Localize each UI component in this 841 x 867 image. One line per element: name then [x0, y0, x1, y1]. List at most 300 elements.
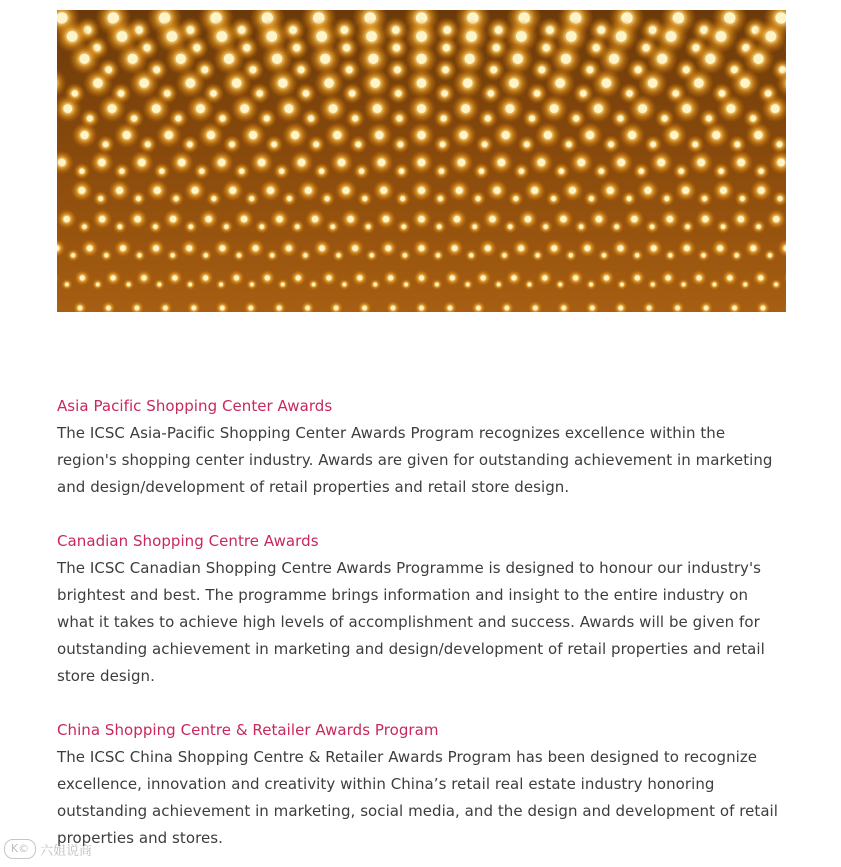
light-bulb	[435, 283, 438, 286]
light-bulb	[419, 245, 425, 251]
light-bulb	[352, 115, 358, 121]
light-bulb	[119, 169, 124, 174]
light-bulb	[99, 216, 105, 222]
light-bulb	[298, 66, 305, 73]
light-bulb	[758, 187, 765, 194]
light-bulb	[326, 275, 331, 280]
light-bulb	[534, 90, 540, 96]
light-bulb	[104, 253, 108, 257]
light-bulb	[651, 283, 654, 286]
award-title[interactable]: Asia Pacific Shopping Center Awards	[57, 397, 333, 415]
light-bulb	[682, 283, 685, 286]
light-bulb	[356, 142, 361, 147]
light-bulb	[566, 31, 577, 42]
light-bulb	[452, 245, 458, 251]
light-bulb	[338, 159, 346, 167]
light-bulb	[396, 115, 402, 121]
light-bulb	[333, 131, 341, 139]
light-bulb	[761, 306, 766, 311]
light-bulb	[489, 216, 495, 222]
light-bulb	[679, 169, 684, 174]
light-bulb	[250, 283, 253, 286]
award-title[interactable]: China Shopping Centre & Retailer Awards Program	[57, 721, 439, 739]
light-bulb	[395, 90, 401, 96]
light-bulb	[127, 283, 130, 286]
light-bulb	[217, 31, 228, 42]
light-bulb	[704, 306, 709, 311]
light-bulb	[138, 159, 146, 167]
light-bulb	[635, 253, 639, 257]
light-bulb	[693, 142, 698, 147]
light-bulb	[589, 283, 592, 286]
light-bulb	[341, 26, 349, 34]
watermark-text: 六姐说商	[40, 843, 93, 859]
light-bulb	[525, 216, 531, 222]
light-bulb	[602, 253, 606, 257]
light-bulb	[264, 115, 270, 121]
light-bulb	[673, 90, 679, 96]
light-bulb	[514, 196, 519, 201]
light-bulb	[385, 245, 391, 251]
light-bulb	[561, 54, 571, 64]
light-bulb	[224, 225, 228, 229]
light-bulb	[187, 142, 192, 147]
light-bulb	[609, 54, 619, 64]
light-bulb	[186, 245, 192, 251]
light-bulb	[243, 44, 250, 51]
light-bulb	[266, 31, 277, 42]
light-bulb	[210, 90, 216, 96]
light-bulb	[154, 187, 161, 194]
light-bulb	[750, 245, 756, 251]
light-bulb	[163, 306, 168, 311]
light-bulb	[618, 115, 624, 121]
light-bulb	[466, 283, 469, 286]
light-bulb	[758, 275, 763, 280]
light-bulb	[706, 115, 712, 121]
light-bulb	[650, 142, 655, 147]
light-bulb	[164, 90, 170, 96]
light-bulb	[443, 44, 450, 51]
light-bulb	[608, 142, 613, 147]
light-bulb	[702, 196, 707, 201]
light-bulb	[220, 115, 226, 121]
light-bulb	[79, 169, 84, 174]
light-bulb	[465, 54, 475, 64]
light-bulb	[737, 159, 745, 167]
light-bulb	[131, 115, 137, 121]
light-bulb	[293, 44, 300, 51]
light-bulb	[279, 169, 284, 174]
light-bulb	[366, 31, 377, 42]
light-bulb	[220, 245, 226, 251]
light-bulb	[96, 283, 99, 286]
light-bulb	[777, 142, 782, 147]
light-bulb	[524, 142, 529, 147]
light-bulb	[80, 275, 85, 280]
light-bulb	[120, 245, 126, 251]
light-bulb	[93, 78, 102, 87]
light-bulb	[439, 169, 444, 174]
light-bulb	[419, 275, 424, 280]
light-bulb	[419, 306, 424, 311]
light-bulb	[158, 283, 161, 286]
light-bulb	[778, 196, 783, 201]
light-bulb	[702, 253, 706, 257]
light-bulb	[538, 159, 546, 167]
light-bulb	[78, 187, 85, 194]
light-bulb	[498, 159, 506, 167]
light-bulb	[648, 78, 657, 87]
light-bulb	[271, 142, 276, 147]
light-bulb	[417, 104, 426, 113]
light-bulb	[220, 306, 225, 311]
light-bulb	[665, 196, 670, 201]
light-bulb	[543, 44, 550, 51]
light-bulb	[238, 26, 246, 34]
light-bulb	[229, 142, 234, 147]
light-bulb	[657, 54, 667, 64]
light-bulb	[650, 225, 654, 229]
light-bulb	[702, 216, 708, 222]
light-bulb	[117, 31, 128, 42]
light-bulb	[205, 216, 211, 222]
light-bulb	[276, 216, 282, 222]
light-bulb	[712, 131, 720, 139]
light-bulb	[481, 275, 486, 280]
light-bulb	[438, 196, 443, 201]
light-bulb	[511, 275, 516, 280]
light-bulb	[312, 216, 318, 222]
light-bulb	[590, 306, 595, 311]
light-bulb	[454, 216, 460, 222]
light-bulb	[618, 159, 626, 167]
light-bulb	[750, 115, 756, 121]
light-bulb	[476, 306, 481, 311]
light-bulb	[473, 225, 477, 229]
light-bulb	[178, 159, 186, 167]
light-bulb	[766, 31, 777, 42]
awards-list	[57, 393, 787, 852]
light-bulb	[257, 90, 263, 96]
light-bulb	[352, 245, 358, 251]
light-bulb	[240, 104, 249, 113]
light-bulb	[193, 44, 200, 51]
light-bulb	[713, 283, 716, 286]
light-bulb	[506, 104, 515, 113]
light-bulb	[373, 104, 382, 113]
light-bulb	[627, 196, 632, 201]
light-bulb	[284, 104, 293, 113]
light-bulb	[461, 104, 470, 113]
light-bulb	[485, 115, 491, 121]
light-bulb	[383, 216, 389, 222]
light-bulb	[551, 245, 557, 251]
light-bulb	[686, 225, 690, 229]
light-bulb	[618, 245, 624, 251]
light-bulb	[542, 275, 547, 280]
light-bulb	[696, 275, 701, 280]
light-bulb	[403, 253, 407, 257]
light-bulb	[668, 253, 672, 257]
light-bulb	[58, 159, 66, 167]
light-bulb	[513, 54, 523, 64]
light-bulb	[375, 131, 383, 139]
light-bulb	[79, 54, 89, 64]
light-bulb	[732, 306, 737, 311]
light-bulb	[316, 31, 327, 42]
light-bulb	[64, 216, 70, 222]
light-bulb	[165, 131, 173, 139]
light-bulb	[448, 306, 453, 311]
light-bulb	[573, 115, 579, 121]
light-bulb	[128, 54, 138, 64]
light-bulb	[717, 245, 723, 251]
light-bulb	[176, 54, 186, 64]
light-bulb	[378, 159, 386, 167]
light-bulb	[602, 78, 611, 87]
light-bulb	[716, 31, 727, 42]
light-bulb	[505, 306, 510, 311]
light-bulb	[639, 169, 644, 174]
light-bulb	[189, 225, 193, 229]
light-bulb	[329, 104, 338, 113]
light-bulb	[67, 31, 78, 42]
light-bulb	[78, 306, 83, 311]
light-bulb	[774, 283, 777, 286]
light-bulb	[103, 142, 108, 147]
light-bulb	[529, 115, 535, 121]
light-bulb	[589, 196, 594, 201]
light-bulb	[753, 54, 763, 64]
light-bulb	[324, 78, 333, 87]
light-bulb	[237, 253, 241, 257]
light-bulb	[756, 225, 760, 229]
light-bulb	[682, 187, 689, 194]
light-bulb	[174, 196, 179, 201]
light-bulb	[305, 306, 310, 311]
light-bulb	[759, 169, 764, 174]
light-bulb	[241, 216, 247, 222]
light-bulb	[578, 159, 586, 167]
light-bulb	[308, 115, 314, 121]
light-bulb	[363, 196, 368, 201]
light-bulb	[203, 275, 208, 280]
light-bulb	[768, 253, 772, 257]
light-bulb	[551, 196, 556, 201]
light-bulb	[569, 253, 573, 257]
light-bulb	[232, 78, 241, 87]
light-bulb	[638, 104, 647, 113]
light-bulb	[249, 131, 257, 139]
light-bulb	[667, 216, 673, 222]
light-bulb	[777, 159, 785, 167]
light-bulb	[319, 245, 325, 251]
light-bulb	[635, 275, 640, 280]
light-bulb	[334, 306, 339, 311]
light-bulb	[528, 283, 531, 286]
light-bulb	[287, 196, 292, 201]
light-bulb	[291, 131, 299, 139]
light-bulb	[479, 169, 484, 174]
light-bulb	[265, 275, 270, 280]
light-bulb	[697, 159, 705, 167]
light-bulb	[516, 31, 527, 42]
light-bulb	[662, 115, 668, 121]
light-bulb	[349, 90, 355, 96]
light-bulb	[670, 131, 678, 139]
light-bulb	[270, 253, 274, 257]
light-bulb	[644, 187, 651, 194]
light-bulb	[63, 104, 72, 113]
light-bulb	[186, 78, 195, 87]
marquee-lights-image	[57, 10, 786, 312]
award-title[interactable]: Canadian Shopping Centre Awards	[57, 532, 319, 550]
light-bulb	[212, 196, 217, 201]
light-bulb	[98, 196, 103, 201]
light-bulb	[531, 187, 538, 194]
light-bulb	[559, 283, 562, 286]
light-bulb	[347, 216, 353, 222]
light-bulb	[359, 169, 364, 174]
light-bulb	[207, 131, 215, 139]
marquee-lights-graphic	[57, 10, 786, 312]
light-bulb	[550, 104, 559, 113]
light-bulb	[666, 31, 677, 42]
light-bulb	[754, 131, 762, 139]
light-bulb	[518, 245, 524, 251]
light-bulb	[738, 216, 744, 222]
light-bulb	[303, 90, 309, 96]
watermark-logo-icon: K©	[4, 839, 36, 859]
award-description: The ICSC Canadian Shopping Centre Awards Programme is designed to honour our industry's brightest and best. The programme brings information and insight to the entire industry on what it takes to achieve high levels of accomplishment and success. Awards will be given for outstanding achievement in marketing and design/development of retail properties and retail store design.	[57, 559, 765, 685]
watermark	[4, 838, 116, 860]
light-bulb	[202, 66, 209, 73]
light-bulb	[337, 253, 341, 257]
light-bulb	[476, 196, 481, 201]
light-bulb	[141, 275, 146, 280]
light-bulb	[488, 90, 494, 96]
light-bulb	[82, 225, 86, 229]
light-bulb	[199, 169, 204, 174]
light-bulb	[172, 275, 177, 280]
light-bulb	[635, 66, 642, 73]
light-bulb	[295, 225, 299, 229]
light-bulb	[371, 78, 380, 87]
light-bulb	[402, 225, 406, 229]
light-bulb	[325, 196, 330, 201]
light-bulb	[145, 142, 150, 147]
light-bulb	[296, 275, 301, 280]
light-bulb	[399, 169, 404, 174]
light-bulb	[80, 131, 88, 139]
light-bulb	[267, 187, 274, 194]
light-bulb	[441, 115, 447, 121]
light-bulb	[740, 78, 749, 87]
light-bulb	[346, 66, 353, 73]
light-bulb	[116, 187, 123, 194]
light-bulb	[573, 275, 578, 280]
light-bulb	[189, 283, 192, 286]
light-bulb	[469, 253, 473, 257]
light-bulb	[417, 131, 425, 139]
light-bulb	[305, 187, 312, 194]
light-bulb	[490, 66, 497, 73]
light-bulb	[569, 187, 576, 194]
light-bulb	[196, 104, 205, 113]
light-bulb	[398, 142, 403, 147]
light-bulb	[744, 283, 747, 286]
light-bulb	[65, 283, 68, 286]
light-bulb	[418, 187, 425, 194]
light-bulb	[357, 275, 362, 280]
light-bulb	[682, 104, 691, 113]
light-bulb	[313, 142, 318, 147]
light-bulb	[370, 253, 374, 257]
light-bulb	[362, 306, 367, 311]
light-bulb	[219, 283, 222, 286]
light-bulb	[735, 253, 739, 257]
light-bulb	[167, 31, 178, 42]
light-bulb	[604, 275, 609, 280]
light-bulb	[192, 306, 197, 311]
light-bulb	[482, 142, 487, 147]
light-bulb	[463, 78, 472, 87]
light-bulb	[615, 225, 619, 229]
light-bulb	[416, 31, 427, 42]
light-bulb	[343, 283, 346, 286]
light-bulb	[298, 159, 306, 167]
light-bulb	[735, 142, 740, 147]
light-bulb	[250, 66, 257, 73]
light-bulb	[594, 104, 603, 113]
light-bulb	[720, 187, 727, 194]
light-bulb	[546, 26, 554, 34]
light-bulb	[400, 196, 405, 201]
award-china	[57, 717, 787, 852]
light-bulb	[675, 306, 680, 311]
light-bulb	[456, 187, 463, 194]
light-bulb	[494, 187, 501, 194]
light-bulb	[118, 90, 124, 96]
light-bulb	[519, 169, 524, 174]
light-bulb	[135, 306, 140, 311]
light-bulb	[442, 66, 449, 73]
light-bulb	[278, 78, 287, 87]
light-bulb	[204, 253, 208, 257]
light-bulb	[440, 142, 445, 147]
light-bulb	[111, 275, 116, 280]
light-bulb	[192, 187, 199, 194]
light-bulb	[587, 66, 594, 73]
light-bulb	[71, 253, 75, 257]
light-bulb	[628, 131, 636, 139]
light-bulb	[331, 225, 335, 229]
light-bulb	[631, 216, 637, 222]
light-bulb	[153, 245, 159, 251]
light-bulb	[585, 245, 591, 251]
light-bulb	[258, 159, 266, 167]
light-bulb	[562, 306, 567, 311]
light-bulb	[106, 306, 111, 311]
light-bulb	[536, 253, 540, 257]
light-bulb	[272, 54, 282, 64]
light-bulb	[647, 306, 652, 311]
light-bulb	[152, 104, 161, 113]
light-bulb	[466, 31, 477, 42]
light-bulb	[666, 275, 671, 280]
light-bulb	[123, 131, 131, 139]
